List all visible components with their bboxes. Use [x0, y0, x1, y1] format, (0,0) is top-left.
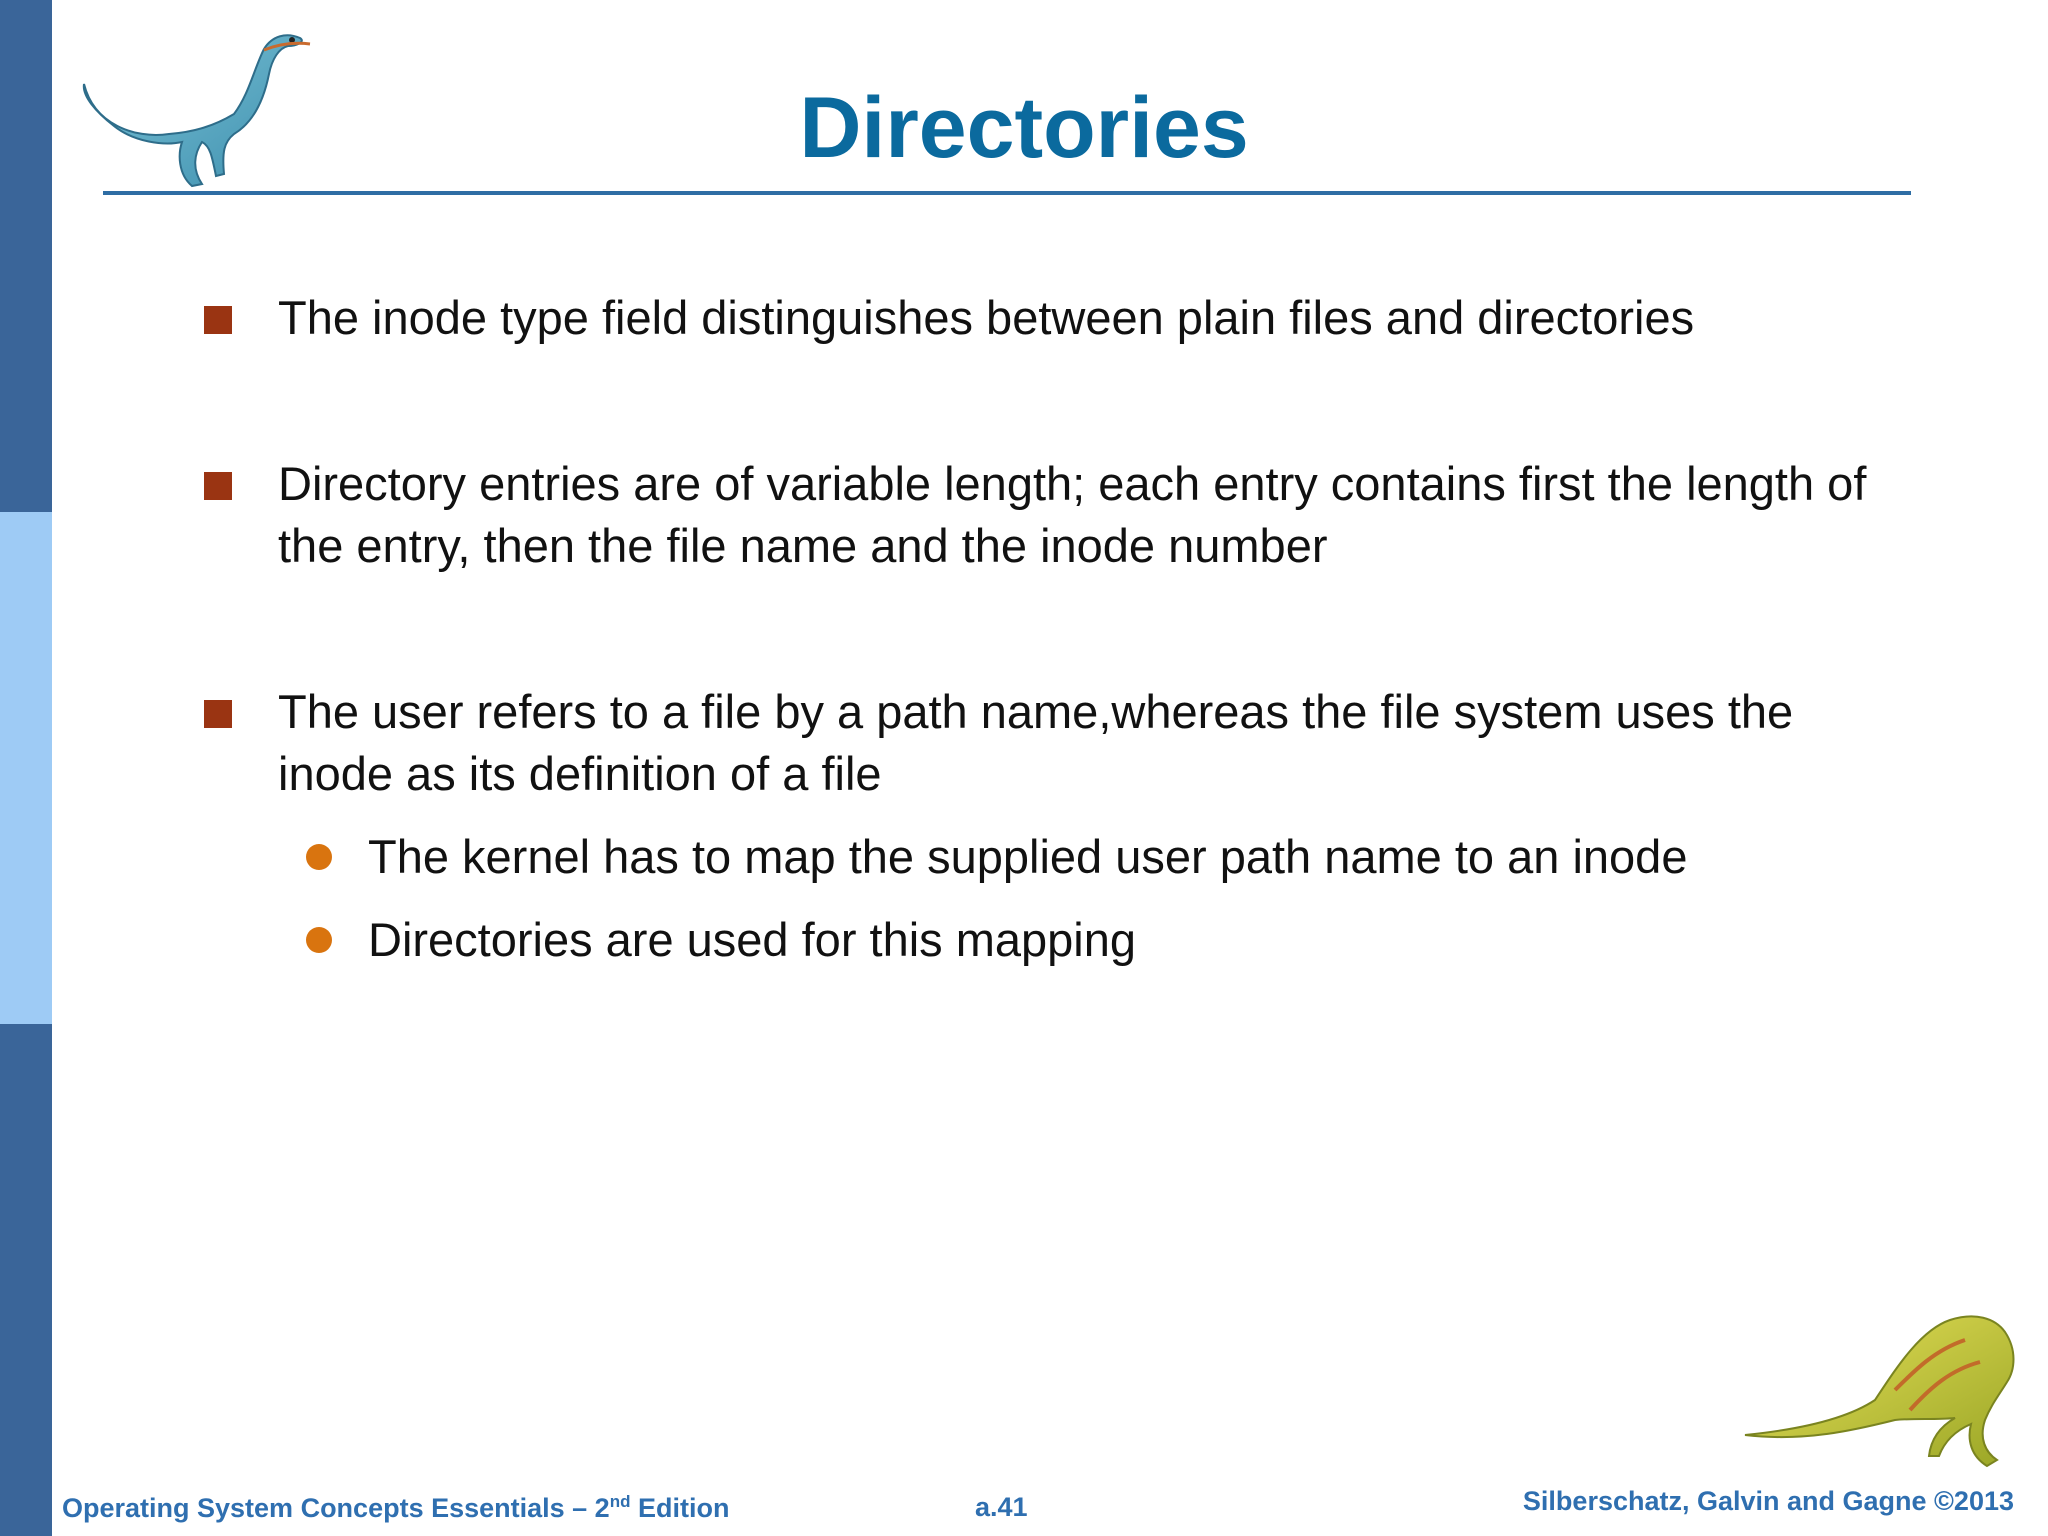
- round-bullet-icon: [306, 844, 332, 870]
- sidebar-bar-highlight: [0, 512, 52, 1024]
- page-number: a.41: [975, 1492, 1028, 1522]
- square-bullet-icon: [204, 306, 232, 334]
- slide-title: Directories: [799, 80, 1249, 176]
- sub-bullet-item: Directories are used for this mapping: [368, 913, 1137, 966]
- footer-book-title-suffix: Edition: [630, 1493, 730, 1523]
- footer-edition-superscript: nd: [609, 1492, 631, 1511]
- dinosaur-icon: [1735, 1270, 2035, 1485]
- footer-book-title: [62, 1492, 729, 1524]
- sub-bullet-item: The kernel has to map the supplied user path name to an inode: [368, 830, 1688, 883]
- footer-book-title-text: Operating System Concepts Essentials – 2: [62, 1493, 610, 1523]
- bullet-item: The user refers to a file by a path name,whereas the file system uses the inode as its definition of a file: [278, 685, 1794, 800]
- square-bullet-icon: [204, 472, 232, 500]
- footer-authors: Silberschatz, Galvin and Gagne ©2013: [1522, 1486, 2014, 1516]
- bullet-item: The inode type field distinguishes between plain files and directories: [278, 291, 1695, 344]
- round-bullet-icon: [306, 927, 332, 953]
- bullet-item: Directory entries are of variable length; each entry contains first the length of the entry, then the file name and the inode number: [278, 457, 1867, 572]
- title-divider: [103, 191, 1911, 195]
- square-bullet-icon: [204, 700, 232, 728]
